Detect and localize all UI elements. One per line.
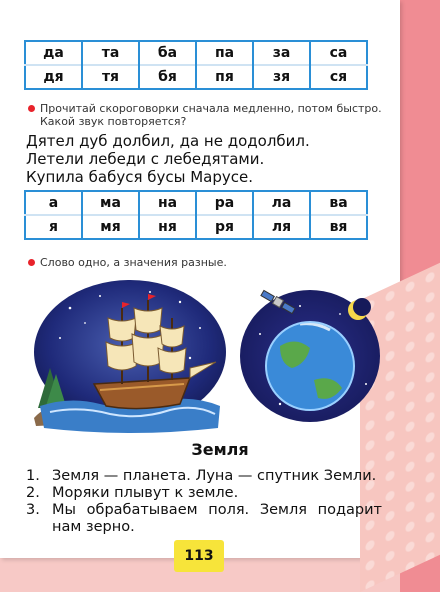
list-item: [26, 485, 382, 502]
syllable-cell: вя: [310, 215, 367, 239]
sailing-ship-illustration: [30, 278, 226, 434]
syllable-cell: за: [253, 41, 310, 65]
syllable-cell: ва: [310, 191, 367, 215]
syllable-cell: ря: [196, 215, 253, 239]
syllable-row-soft: [25, 215, 367, 239]
syllable-row-soft: [25, 65, 367, 89]
instruction-1-text: Прочитай скороговорки сначала медленно, потом быстро. Какой звук повторяется?: [40, 102, 382, 128]
item-number: 3.: [26, 502, 40, 518]
item-text: Земля — планета. Луна — спутник Земли.: [52, 468, 377, 484]
item-number: 1.: [26, 468, 40, 484]
syllable-cell: да: [43, 45, 64, 61]
syllable-cell: ба: [139, 41, 196, 65]
instruction-2: [28, 256, 388, 269]
syllable-table-2: [24, 190, 368, 240]
bullet-icon: [28, 105, 35, 112]
syllable-cell: та: [82, 41, 139, 65]
syllable-cell: мя: [82, 215, 139, 239]
syllable-cell: тя: [82, 65, 139, 89]
syllable-cell: дя: [25, 65, 82, 89]
syllable-table-1: [24, 40, 368, 90]
syllable-cell: ля: [253, 215, 310, 239]
instruction-2-text: Слово одно, а значения разные.: [40, 256, 227, 269]
syllable-cell: а: [48, 195, 59, 211]
syllable-cell: зя: [253, 65, 310, 89]
tongue-twister-line: Купила бабуся бусы Марусе.: [26, 168, 253, 186]
earth-moon-illustration: [240, 284, 382, 424]
syllable-cell: ся: [310, 65, 367, 89]
syllable-cell: на: [139, 191, 196, 215]
syllable-cell: я: [25, 215, 82, 239]
sentences-list: [26, 468, 382, 536]
item-text: Моряки плывут к земле.: [52, 485, 239, 501]
syllable-cell: ма: [82, 191, 139, 215]
tongue-twister-line: Дятел дуб долбил, да не додолбил.: [26, 132, 310, 150]
list-item: [26, 468, 382, 485]
syllable-cell: пя: [196, 65, 253, 89]
syllable-cell: па: [196, 41, 253, 65]
syllable-cell: ра: [196, 191, 253, 215]
bullet-icon: [28, 259, 35, 266]
instruction-1: [28, 102, 388, 128]
list-item: [26, 502, 382, 536]
syllable-cell: бя: [139, 65, 196, 89]
syllable-cell: ла: [253, 191, 310, 215]
item-text: Мы обрабатываем поля. Земля подарит нам зерно.: [52, 502, 382, 535]
syllable-row-hard: [25, 41, 367, 65]
page-number: 113: [174, 540, 224, 572]
section-heading: Земля: [191, 440, 249, 459]
item-number: 2.: [26, 485, 40, 501]
tongue-twisters: [26, 132, 396, 186]
syllable-cell: ня: [139, 215, 196, 239]
syllable-cell: са: [310, 41, 367, 65]
syllable-row-hard: [25, 191, 367, 215]
tongue-twister-line: Летели лебеди с лебедятами.: [26, 150, 265, 168]
